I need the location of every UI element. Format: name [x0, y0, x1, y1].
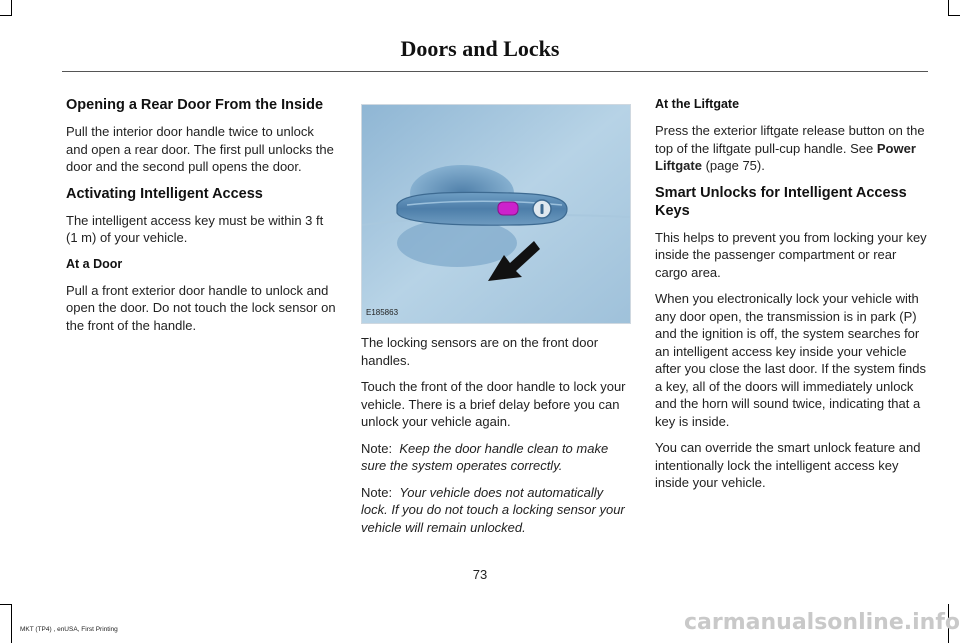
figure-caption: E185863 — [366, 307, 399, 317]
lock-sensor-highlight — [498, 202, 518, 215]
paragraph-at-a-door: Pull a front exterior door handle to unlock and open the door. Do not touch the lock sensor on the front of the handle. — [66, 282, 336, 333]
liftgate-page-ref: (page 75). — [705, 158, 765, 173]
crop-mark-top-right-h — [948, 15, 960, 16]
heading-smart-unlocks: Smart Unlocks for Intelligent Access Keys — [655, 184, 907, 219]
paragraph-rear-door: Pull the interior door handle twice to unlock and open a rear door. The first pull unlocks the door and the second pull opens the door. — [66, 124, 334, 174]
crop-mark-bottom-left-v — [11, 604, 12, 643]
paragraph-smart-1: This helps to prevent you from locking your key inside the passenger compartment or rear cargo area. — [655, 229, 927, 280]
paragraph-locking-sensors: The locking sensors are on the front door handles. — [361, 335, 599, 368]
note-text: Your vehicle does not automatically lock. If you do not touch a locking sensor your vehicle will remain unlocked. — [361, 484, 625, 535]
note-not-automatic — [361, 484, 633, 537]
liftgate-text: Press the exterior liftgate release button on the top of the liftgate pull-cup handle. See — [655, 123, 925, 156]
header-rule — [62, 71, 928, 72]
column-left — [66, 96, 338, 343]
page-number: 73 — [472, 567, 488, 582]
note-label: Note: — [361, 484, 393, 500]
crop-mark-top-right-v — [948, 0, 949, 16]
door-handle-illustration — [362, 105, 630, 323]
heading-activating-intelligent-access: Activating Intelligent Access — [66, 185, 263, 202]
power-liftgate-link[interactable]: Power Liftgate — [655, 140, 916, 173]
note-text: Keep the door handle clean to make sure the system operates correctly. — [361, 440, 609, 473]
note-label: Note: — [361, 440, 393, 456]
crop-mark-top-left-h — [0, 15, 12, 16]
paragraph-activating: The intelligent access key must be within 3 ft (1 m) of your vehicle. — [66, 212, 324, 245]
door-handle-figure — [361, 104, 631, 324]
heading-rear-door: Opening a Rear Door From the Inside — [66, 97, 324, 113]
crop-mark-top-left-v — [11, 0, 12, 16]
paragraph-touch-to-lock: Touch the front of the door handle to lock your vehicle. There is a brief delay before you can unlock your vehicle again. — [361, 379, 626, 429]
heading-at-the-liftgate: At the Liftgate — [655, 97, 740, 111]
column-middle — [361, 104, 633, 545]
watermark: carmanualsonline.info — [684, 610, 960, 635]
column-right — [655, 96, 927, 501]
paragraph-smart-3: You can override the smart unlock feature and intentionally lock the intelligent access key inside your vehicle. — [655, 440, 921, 490]
paragraph-smart-2: When you electronically lock your vehicle with any door open, the transmission is in park (P) and the ignition is off, the system searches for an intelligent access key inside your vehicle after you close the last door. If the system finds a key, all of the doors will immediately unlock and the horn will sound twice, indicating that a key is inside. — [655, 291, 926, 429]
page-title: Doors and Locks — [400, 36, 560, 61]
printing-info: MKT (TP4) , enUSA, First Printing — [20, 626, 118, 633]
paragraph-liftgate — [655, 122, 927, 175]
heading-at-a-door: At a Door — [66, 256, 123, 271]
note-handle-clean — [361, 440, 633, 475]
crop-mark-bottom-left-h — [0, 604, 12, 605]
